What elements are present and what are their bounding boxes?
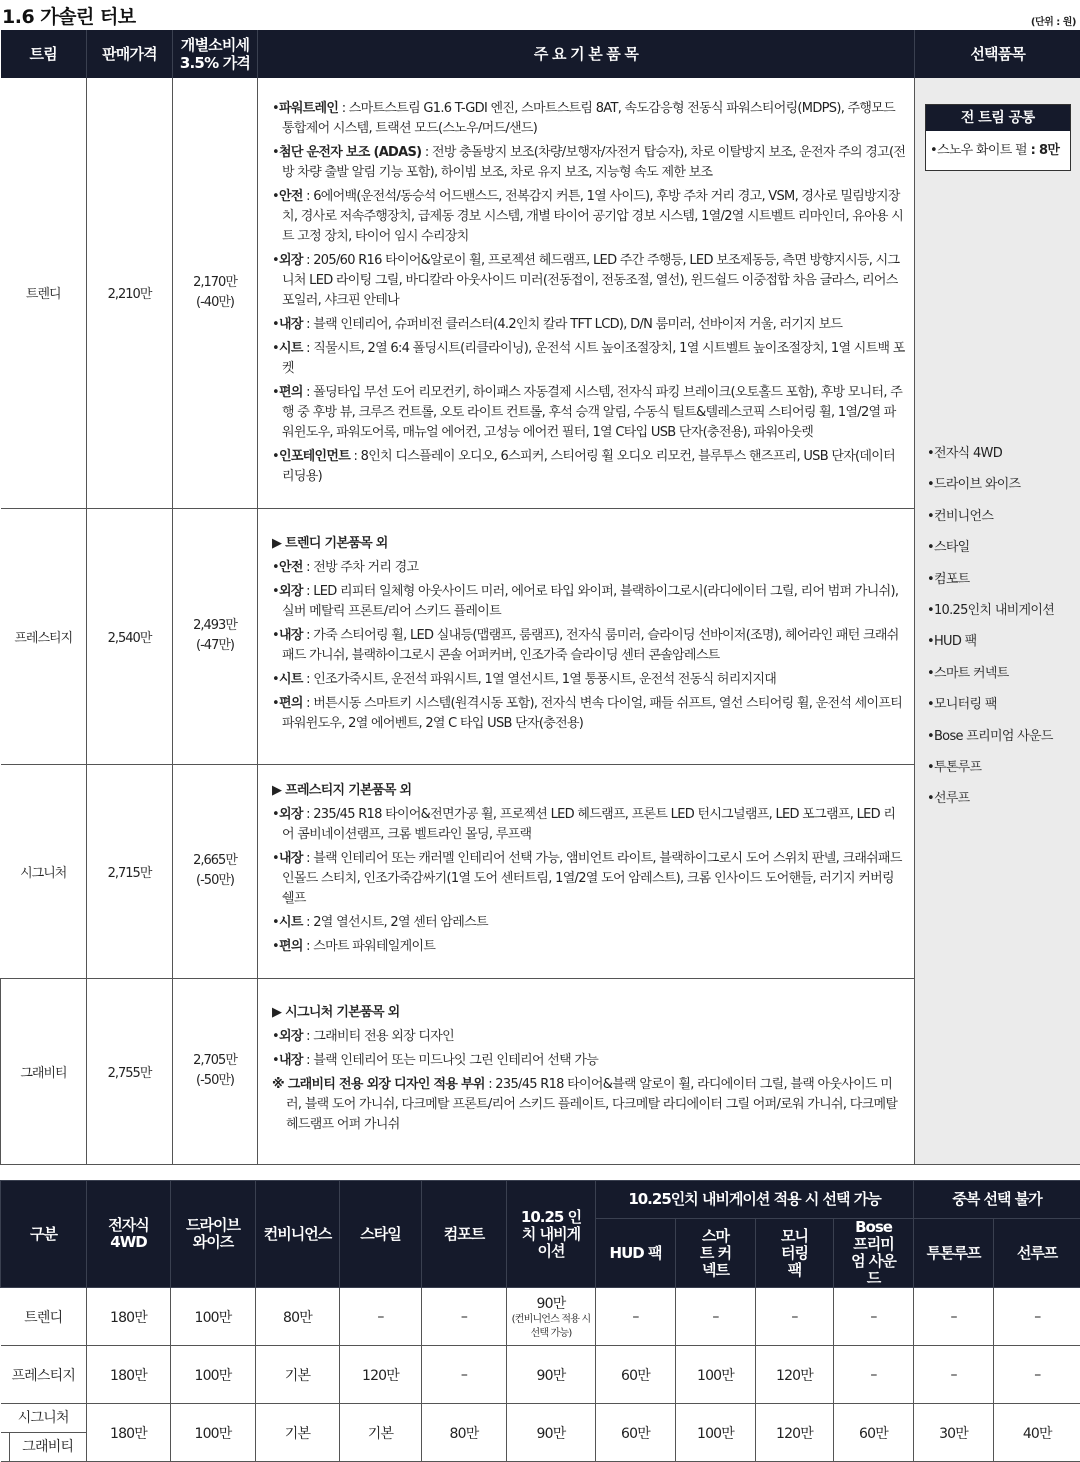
feature-list xyxy=(258,78,915,508)
option-list-item: •10.25인치 내비게이션 xyxy=(927,595,1054,626)
common-option-title: 전 트림 공통 xyxy=(926,105,1070,131)
price-cell-note: (컨비니언스 적용 시 선택 가능) xyxy=(507,1313,595,1341)
price-header-row-1 xyxy=(1,1181,1080,1219)
header-price: 판매가격 xyxy=(87,30,173,78)
feature-text: : 205/60 R16 타이어&알로이 휠, 프로젝션 헤드램프, LED 주간 주행등, LED 보조제동등, 측면 방향지시등, 시그니처 LED 라이팅 그릴, 바디칼라 아웃사이드 미러(전동접이, 전동조절, 열선), 윈드쉴드 이중접합 차음 글라스, 리어스포일러, 샤크핀 안테나 xyxy=(282,253,899,308)
common-option-price: : 8만 xyxy=(1027,143,1059,158)
price-row-name: 트렌디 xyxy=(1,1288,87,1346)
feature-label: 내장 xyxy=(279,317,303,332)
price-col-category: 구분 xyxy=(1,1181,87,1288)
option-list-item: •HUD 팩 xyxy=(927,626,1054,657)
feature-label: 인포테인먼트 xyxy=(279,449,350,464)
feature-text: : 6에어백(운전석/동승석 어드밴스드, 전복감지 커튼, 1열 사이드), 후방 주차 거리 경고, VSM, 경사로 밀림방지장치, 경사로 저속주행장치, 급제동 경보 시스템, 개별 타이어 공기압 경보 시스템, 1열/2열 시트벨트 리마인더, 유아용 시트 고정 장치, 타이어 임시 수리장치 xyxy=(282,189,903,244)
price-row-name-1: 시그니처 xyxy=(1,1404,87,1433)
feature-list-header: ▶ 시그니처 기본품목 외 xyxy=(272,1003,906,1023)
price-cell: 100만 xyxy=(171,1346,256,1404)
feature-text: : 폴딩타입 무선 도어 리모컨키, 하이패스 자동결제 시스템, 전자식 파킹 브레이크(오토홀드 포함), 후방 모니터, 주행 중 후방 뷰, 크루즈 컨트롤, 오토 라이트 컨트롤, 후석 승객 알림, 수동식 틸트&텔레스코픽 스티어링 휠, 1열/2열 파워윈도우, 파워도어록, 매뉴얼 에어컨, 고성능 에어컨 필터, 1열 C타입 USB 단자(충전용), 파워아웃렛 xyxy=(282,385,902,440)
feature-label: 편의 xyxy=(279,939,303,954)
feature-text: : 2열 열선시트, 2열 센터 암레스트 xyxy=(303,915,488,930)
feature-label: 시트 xyxy=(279,341,303,356)
price-cell: 80만 xyxy=(422,1404,507,1462)
tax-price: 2,170만 xyxy=(173,273,257,293)
tax-price-cell xyxy=(173,508,258,764)
option-list-item: •전자식 4WD xyxy=(927,438,1054,469)
price-row-name: 프레스티지 xyxy=(1,1346,87,1404)
price-cell xyxy=(507,1288,596,1346)
price-col-two-tone-text: 투톤루프 xyxy=(927,1244,981,1262)
feature-item: •외장 : 그래비티 전용 외장 디자인 xyxy=(272,1027,906,1047)
price-cell: – xyxy=(834,1288,914,1346)
price-cell: 180만 xyxy=(87,1346,171,1404)
feature-text: : 8인치 디스플레이 오디오, 6스피커, 스티어링 휠 오디오 리모컨, 블루투스 핸즈프리, USB 단자(데이터리딩용) xyxy=(282,449,895,484)
feature-label: 외장 xyxy=(279,1029,303,1044)
gravity-note-text: : 235/45 R18 타이어&블랙 알로이 휠, 라디에이터 그릴, 블랙 아웃사이드 미러, 블랙 도어 가니쉬, 다크메탈 프론트/리어 스키드 플레이트, 다크메탈 라디에이터 그릴 어퍼/로워 가니쉬, 다크메탈 헤드램프 어퍼 가니쉬 xyxy=(286,1077,897,1132)
price-col-convenience: 컨비니언스 xyxy=(256,1181,340,1288)
feature-label: 시트 xyxy=(279,672,303,687)
spec-table xyxy=(0,30,1080,1165)
price-col-monitoring xyxy=(756,1219,834,1288)
option-list-item: •컴포트 xyxy=(927,564,1054,595)
trim-price: 2,540만 xyxy=(87,508,173,764)
spec-header-row xyxy=(1,30,1080,78)
feature-list xyxy=(258,978,915,1164)
price-cell: – xyxy=(994,1346,1080,1404)
feature-item: •인포테인먼트 : 8인치 디스플레이 오디오, 6스피커, 스티어링 휠 오디오 리모컨, 블루투스 핸즈프리, USB 단자(데이터리딩용) xyxy=(272,447,906,487)
price-col-navigation-text: 10.25 인치 내비게이션 xyxy=(516,1209,586,1260)
price-col-sunroof-text: 선루프 xyxy=(1017,1244,1057,1262)
price-cell: – xyxy=(596,1288,676,1346)
feature-text: : 전방 충돌방지 보조(차량/보행자/자전거 탑승자), 차로 이탈방지 보조, 운전자 주의 경고(전방 차량 출발 알림 기능 포함), 하이빔 보조, 차로 유지 보조, 지능형 속도 제한 보조 xyxy=(282,145,905,180)
price-cell: 90만 xyxy=(507,1404,596,1462)
feature-item: •내장 : 가죽 스티어링 휠, LED 실내등(맵램프, 룸램프), 전자식 룸미러, 슬라이딩 선바이저(조명), 헤어라인 패턴 크래쉬패드 가니쉬, 블랙하이그로시 콘솔 어퍼커버, 인조가죽 슬라이딩 센터 콘솔암레스트 xyxy=(272,626,906,666)
gravity-note-label: ※ 그래비티 전용 외장 디자인 적용 부위 xyxy=(272,1077,485,1092)
price-col-smart-connect xyxy=(676,1219,756,1288)
feature-text: : 그래비티 전용 외장 디자인 xyxy=(303,1029,454,1044)
option-list xyxy=(927,438,1054,815)
price-col-4wd xyxy=(87,1181,171,1288)
option-list-item: •Bose 프리미엄 사운드 xyxy=(927,721,1054,752)
feature-item: •편의 : 버튼시동 스마트키 시스템(원격시동 포함), 전자식 변속 다이얼, 패들 쉬프트, 열선 스티어링 휠, 운전석 세이프티 파워윈도우, 2열 에어벤트, 2열 C 타입 USB 단자(충전용) xyxy=(272,694,906,734)
feature-item: •시트 : 직물시트, 2열 6:4 폴딩시트(리클라이닝), 운전석 시트 높이조절장치, 1열 시트벨트 높이조절장치, 1열 시트백 포켓 xyxy=(272,339,906,379)
feature-item: •내장 : 블랙 인테리어 또는 미드나잇 그린 인테리어 선택 가능 xyxy=(272,1051,906,1071)
feature-list xyxy=(258,508,915,764)
price-col-comfort: 컴포트 xyxy=(422,1181,507,1288)
price-cell: 60만 xyxy=(596,1404,676,1462)
feature-list xyxy=(258,764,915,978)
price-row-name xyxy=(1,1404,87,1462)
price-cell: – xyxy=(340,1288,422,1346)
header-trim: 트림 xyxy=(1,30,87,78)
price-col-hud xyxy=(596,1219,676,1288)
price-col-drive-wise xyxy=(171,1181,256,1288)
price-cell: 80만 xyxy=(256,1288,340,1346)
price-cell-value: 90만 xyxy=(507,1293,595,1313)
tax-diff: (-50만) xyxy=(173,871,257,891)
feature-text: : 전방 주차 거리 경고 xyxy=(303,560,419,575)
feature-label: 편의 xyxy=(279,385,303,400)
tax-diff: (-40만) xyxy=(173,293,257,313)
feature-text: : LED 리피터 일체형 아웃사이드 미러, 에어로 타입 와이퍼, 블랙하이그로시(라디에이터 그릴, 리어 범퍼 가니쉬), 실버 메탈릭 프론트/리어 스키드 플레이트 xyxy=(282,584,898,619)
option-list-item: •선루프 xyxy=(927,783,1054,814)
trim-price: 2,755만 xyxy=(87,978,173,1164)
feature-item: •파워트레인 : 스마트스트림 G1.6 T-GDI 엔진, 스마트스트림 8AT, 속도감응형 전동식 파워스티어링(MDPS), 주행모드 통합제어 시스템, 트랙션 모드(스노우/머드/샌드) xyxy=(272,99,906,139)
feature-label: 내장 xyxy=(279,1053,303,1068)
tax-price-cell xyxy=(173,764,258,978)
feature-item: •내장 : 블랙 인테리어, 슈퍼비전 클러스터(4.2인치 칼라 TFT LCD), D/N 룸미러, 선바이저 거울, 러기지 보드 xyxy=(272,315,906,335)
header-main-items: 주 요 기 본 품 목 xyxy=(258,30,915,78)
price-cell: 기본 xyxy=(256,1404,340,1462)
price-cell: – xyxy=(994,1288,1080,1346)
price-cell: 100만 xyxy=(171,1288,256,1346)
trim-name: 트렌디 xyxy=(1,78,87,508)
feature-text: : 235/45 R18 타이어&전면가공 휠, 프로젝션 LED 헤드램프, 프론트 LED 턴시그널램프, LED 포그램프, LED 리어 콤비네이션램프, 크롬 벨트라인 몰딩, 루프랙 xyxy=(282,807,895,842)
price-col-hud-text: HUD 팩 xyxy=(610,1244,662,1262)
trim-name: 시그니처 xyxy=(1,764,87,978)
feature-text: : 버튼시동 스마트키 시스템(원격시동 포함), 전자식 변속 다이얼, 패들 쉬프트, 열선 스티어링 휠, 운전석 세이프티 파워윈도우, 2열 에어벤트, 2열 C 타입 USB 단자(충전용) xyxy=(282,696,902,731)
price-cell: 60만 xyxy=(596,1346,676,1404)
price-cell: 기본 xyxy=(340,1404,422,1462)
common-option-box xyxy=(925,104,1071,171)
price-col-navigation xyxy=(507,1181,596,1288)
feature-label: 내장 xyxy=(279,851,303,866)
trim-price: 2,210만 xyxy=(87,78,173,508)
feature-list-header: ▶ 트렌디 기본품목 외 xyxy=(272,534,906,554)
price-col-4wd-text: 전자식 4WD xyxy=(104,1217,154,1251)
price-cell: – xyxy=(422,1288,507,1346)
feature-label: 외장 xyxy=(279,584,303,599)
price-cell: 30만 xyxy=(914,1404,994,1462)
price-cell: 180만 xyxy=(87,1288,171,1346)
tax-diff: (-47만) xyxy=(173,636,257,656)
feature-item: •외장 : LED 리피터 일체형 아웃사이드 미러, 에어로 타입 와이퍼, 블랙하이그로시(라디에이터 그릴, 리어 범퍼 가니쉬), 실버 메탈릭 프론트/리어 스키드 플레이트 xyxy=(272,582,906,622)
feature-text: : 블랙 인테리어, 슈퍼비전 클러스터(4.2인치 칼라 TFT LCD), D/N 룸미러, 선바이저 거울, 러기지 보드 xyxy=(303,317,843,332)
price-cell: – xyxy=(422,1346,507,1404)
option-list-item: •스마트 커넥트 xyxy=(927,658,1054,689)
feature-label: 첨단 운전자 보조 (ADAS) xyxy=(279,145,421,160)
unit-label: (단위 : 원) xyxy=(1031,13,1076,28)
gravity-note xyxy=(272,1075,906,1135)
price-row xyxy=(1,1404,1080,1462)
feature-item: •시트 : 2열 열선시트, 2열 센터 암레스트 xyxy=(272,913,906,933)
price-cell: 120만 xyxy=(756,1346,834,1404)
feature-text: : 직물시트, 2열 6:4 폴딩시트(리클라이닝), 운전석 시트 높이조절장치, 1열 시트벨트 높이조절장치, 1열 시트백 포켓 xyxy=(282,341,905,376)
price-cell: 180만 xyxy=(87,1404,171,1462)
options-column xyxy=(915,78,1080,1164)
option-list-item: •모니터링 팩 xyxy=(927,689,1054,720)
price-cell: 90만 xyxy=(507,1346,596,1404)
feature-list-header: ▶ 프레스티지 기본품목 외 xyxy=(272,781,906,801)
price-cell: 100만 xyxy=(676,1404,756,1462)
tax-price: 2,665만 xyxy=(173,851,257,871)
feature-label: 안전 xyxy=(279,560,303,575)
price-col-two-tone xyxy=(914,1219,994,1288)
price-cell: – xyxy=(756,1288,834,1346)
feature-text: : 가죽 스티어링 휠, LED 실내등(맵램프, 룸램프), 전자식 룸미러, 슬라이딩 선바이저(조명), 헤어라인 패턴 크래쉬패드 가니쉬, 블랙하이그로시 콘솔 어퍼커버, 인조가죽 슬라이딩 센터 콘솔암레스트 xyxy=(282,628,899,663)
common-option-name: •스노우 화이트 펄 xyxy=(930,143,1027,158)
header-options: 선택품목 xyxy=(915,30,1080,78)
price-cell: – xyxy=(914,1288,994,1346)
tax-price-cell xyxy=(173,78,258,508)
price-cell: – xyxy=(914,1346,994,1404)
feature-text: : 블랙 인테리어 또는 미드나잇 그린 인테리어 선택 가능 xyxy=(303,1053,598,1068)
price-col-style: 스타일 xyxy=(340,1181,422,1288)
feature-item: •안전 : 6에어백(운전석/동승석 어드밴스드, 전복감지 커튼, 1열 사이드), 후방 주차 거리 경고, VSM, 경사로 밀림방지장치, 경사로 저속주행장치, 급제동 경보 시스템, 개별 타이어 공기압 경보 시스템, 1열/2열 시트벨트 리마인더, 유아용 시트 고정 장치, 타이어 임시 수리장치 xyxy=(272,187,906,247)
feature-text: : 인조가죽시트, 운전석 파워시트, 1열 열선시트, 1열 통풍시트, 운전석 전동식 허리지지대 xyxy=(303,672,776,687)
price-col-bose-text: Bose 프리미엄 사운드 xyxy=(849,1219,899,1287)
feature-item: •편의 : 스마트 파워테일게이트 xyxy=(272,937,906,957)
feature-label: 외장 xyxy=(279,807,303,822)
price-row-name-2: 그래비티 xyxy=(9,1433,87,1461)
feature-text: : 스마트 파워테일게이트 xyxy=(303,939,436,954)
price-col-drive-wise-text: 드라이브 와이즈 xyxy=(183,1217,243,1251)
price-group-dup: 중복 선택 불가 xyxy=(914,1181,1080,1219)
spec-row xyxy=(1,78,1080,508)
option-list-item: •드라이브 와이즈 xyxy=(927,469,1054,500)
price-cell: – xyxy=(676,1288,756,1346)
price-col-bose xyxy=(834,1219,914,1288)
feature-label: 내장 xyxy=(279,628,303,643)
price-cell: 120만 xyxy=(340,1346,422,1404)
option-list-item: •투톤루프 xyxy=(927,752,1054,783)
price-cell: 100만 xyxy=(676,1346,756,1404)
price-cell: 60만 xyxy=(834,1404,914,1462)
feature-text: : 블랙 인테리어 또는 캐러멜 인테리어 선택 가능, 앰비언트 라이트, 블랙하이그로시 도어 스위치 판넬, 크래쉬패드 인몰드 스티치, 인조가죽감싸기(1열 도어 센터트림, 1열/2열 도어 암레스트), 크롬 인사이드 도어핸들, 러기지 커버링 쉘프 xyxy=(282,851,902,906)
price-cell: 기본 xyxy=(256,1346,340,1404)
price-cell: – xyxy=(834,1346,914,1404)
feature-label: 편의 xyxy=(279,696,303,711)
price-row xyxy=(1,1346,1080,1404)
trim-name: 프레스티지 xyxy=(1,508,87,764)
price-row xyxy=(1,1288,1080,1346)
option-list-item: •스타일 xyxy=(927,532,1054,563)
feature-text: : 스마트스트림 G1.6 T-GDI 엔진, 스마트스트림 8AT, 속도감응형 전동식 파워스티어링(MDPS), 주행모드 통합제어 시스템, 트랙션 모드(스노우/머드/샌드) xyxy=(282,101,895,136)
price-col-monitoring-text: 모니터링 팩 xyxy=(775,1228,815,1279)
option-price-table xyxy=(0,1180,1080,1462)
tax-price-cell xyxy=(173,978,258,1164)
tax-diff: (-50만) xyxy=(173,1071,257,1091)
feature-label: 안전 xyxy=(279,189,303,204)
feature-label: 시트 xyxy=(279,915,303,930)
feature-item: •편의 : 폴딩타입 무선 도어 리모컨키, 하이패스 자동결제 시스템, 전자식 파킹 브레이크(오토홀드 포함), 후방 모니터, 주행 중 후방 뷰, 크루즈 컨트롤, 오토 라이트 컨트롤, 후석 승객 알림, 수동식 틸트&텔레스코픽 스티어링 휠, 1열/2열 파워윈도우, 파워도어록, 매뉴얼 에어컨, 고성능 에어컨 필터, 1열 C타입 USB 단자(충전용), 파워아웃렛 xyxy=(272,383,906,443)
header-tax-price xyxy=(173,30,258,78)
header-tax-price-text: 개별소비세 3.5% 가격 xyxy=(177,36,253,72)
page-title: 1.6 가솔린 터보 xyxy=(2,2,136,29)
price-cell: 120만 xyxy=(756,1404,834,1462)
trim-name: 그래비티 xyxy=(1,978,87,1164)
feature-item: •외장 : 235/45 R18 타이어&전면가공 휠, 프로젝션 LED 헤드램프, 프론트 LED 턴시그널램프, LED 포그램프, LED 리어 콤비네이션램프, 크롬 벨트라인 몰딩, 루프랙 xyxy=(272,805,906,845)
feature-label: 외장 xyxy=(279,253,303,268)
feature-item: •안전 : 전방 주차 거리 경고 xyxy=(272,558,906,578)
price-col-sunroof xyxy=(994,1219,1080,1288)
feature-item: •시트 : 인조가죽시트, 운전석 파워시트, 1열 열선시트, 1열 통풍시트, 운전석 전동식 허리지지대 xyxy=(272,670,906,690)
tax-price: 2,493만 xyxy=(173,616,257,636)
price-cell: 100만 xyxy=(171,1404,256,1462)
feature-item: •첨단 운전자 보조 (ADAS) : 전방 충돌방지 보조(차량/보행자/자전거 탑승자), 차로 이탈방지 보조, 운전자 주의 경고(전방 차량 출발 알림 기능 포함), 하이빔 보조, 차로 유지 보조, 지능형 속도 제한 보조 xyxy=(272,143,906,183)
price-group-nav: 10.25인치 내비게이션 적용 시 선택 가능 xyxy=(596,1181,914,1219)
trim-price: 2,715만 xyxy=(87,764,173,978)
common-option-item xyxy=(926,131,1070,170)
feature-label: 파워트레인 xyxy=(279,101,338,116)
feature-item: •외장 : 205/60 R16 타이어&알로이 휠, 프로젝션 헤드램프, LED 주간 주행등, LED 보조제동등, 측면 방향지시등, 시그니처 LED 라이팅 그릴, 바디칼라 아웃사이드 미러(전동접이, 전동조절, 열선), 윈드쉴드 이중접합 차음 글라스, 리어스포일러, 샤크핀 안테나 xyxy=(272,251,906,311)
price-cell: 40만 xyxy=(994,1404,1080,1462)
feature-item: •내장 : 블랙 인테리어 또는 캐러멜 인테리어 선택 가능, 앰비언트 라이트, 블랙하이그로시 도어 스위치 판넬, 크래쉬패드 인몰드 스티치, 인조가죽감싸기(1열 도어 센터트림, 1열/2열 도어 암레스트), 크롬 인사이드 도어핸들, 러기지 커버링 쉘프 xyxy=(272,849,906,909)
price-col-smart-connect-text: 스마트 커넥트 xyxy=(696,1228,736,1279)
option-list-item: •컨비니언스 xyxy=(927,501,1054,532)
tax-price: 2,705만 xyxy=(173,1051,257,1071)
